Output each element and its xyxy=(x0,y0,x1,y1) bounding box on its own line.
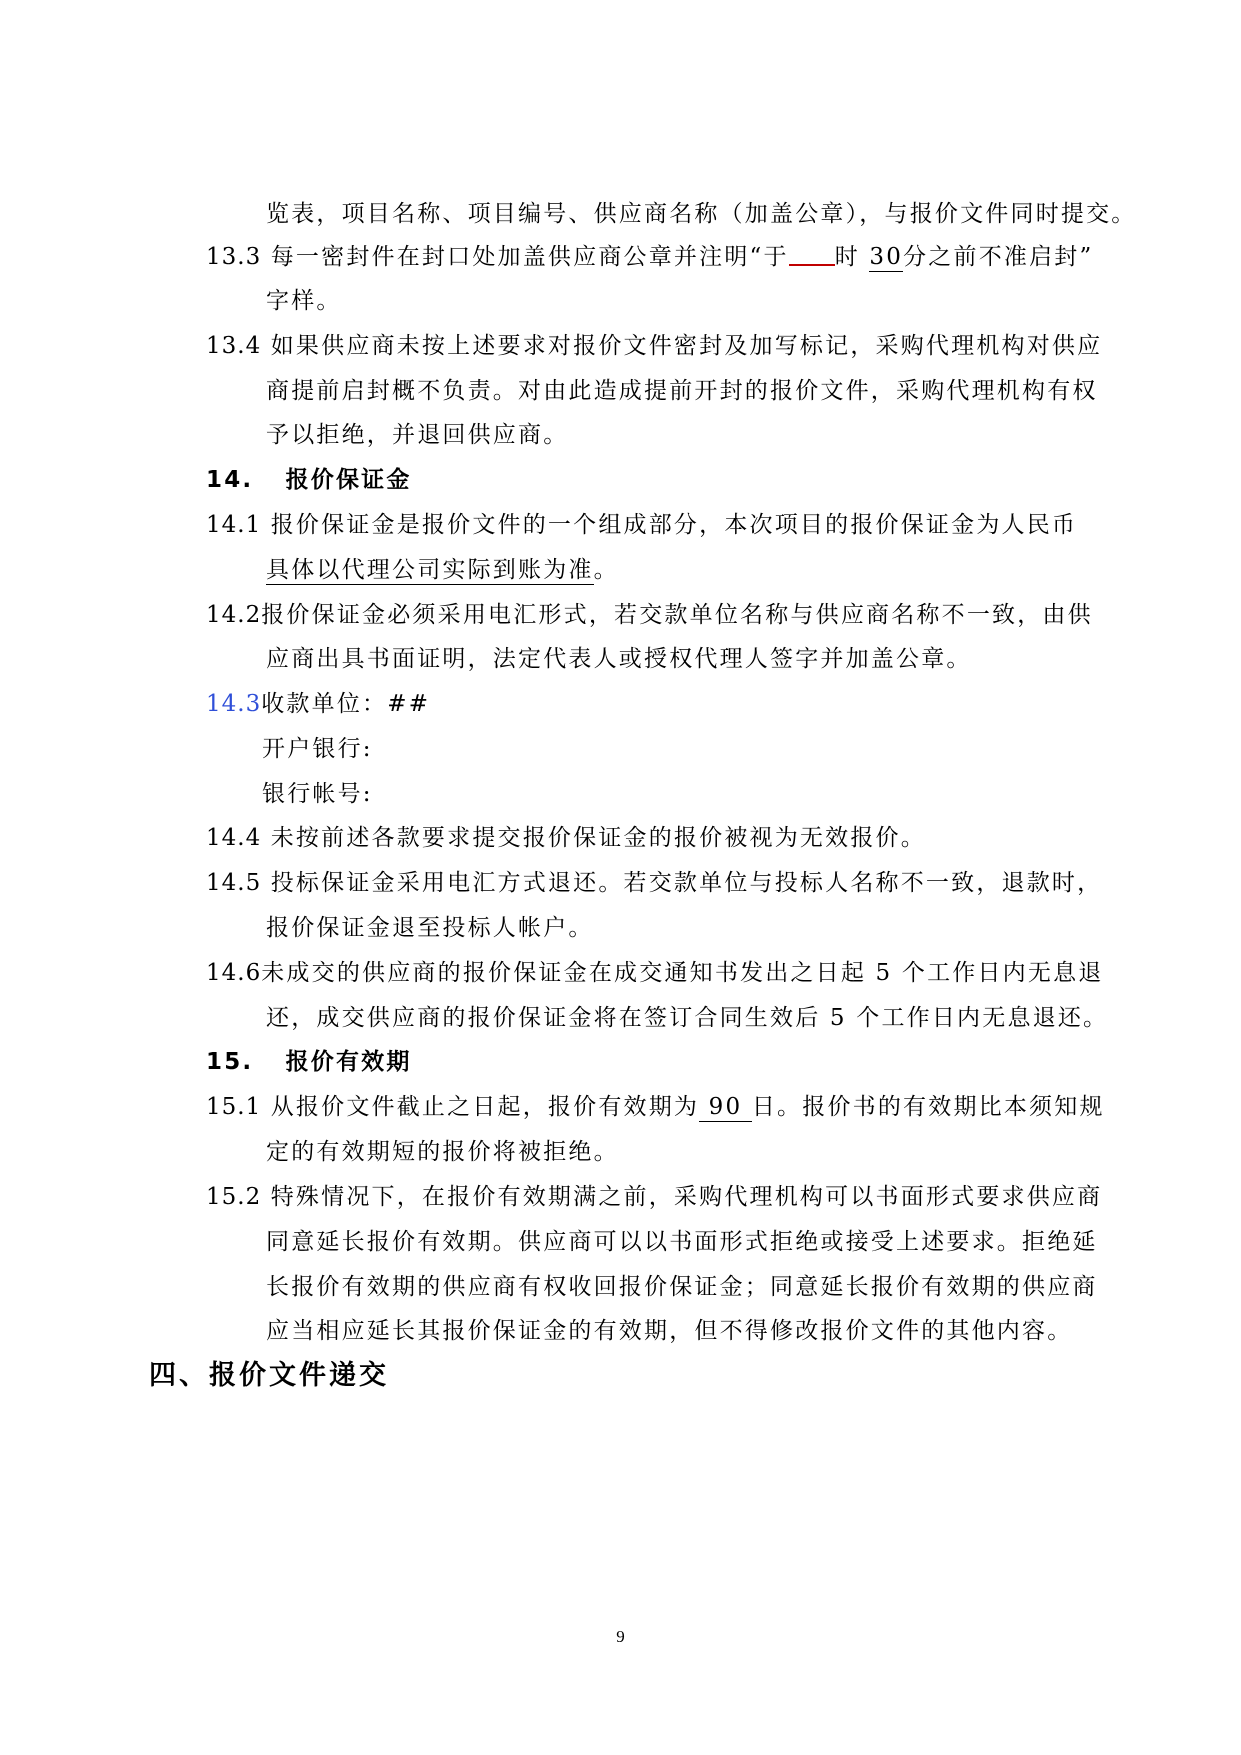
clause-14-5 xyxy=(206,868,1102,898)
text-line xyxy=(266,1003,1108,1033)
text-span: 日。报价书的有效期比本须知规 xyxy=(751,1094,1105,1120)
text-span: 报价保证金退至投标人帐户。 xyxy=(266,915,594,941)
clause-14-3 xyxy=(206,689,430,719)
text-span: 。 xyxy=(593,557,619,583)
clause-number: 13.4 xyxy=(206,333,262,359)
text-span: 览表，项目名称、项目编号、供应商名称（加盖公章），与报价文件同时提交。 xyxy=(266,201,1137,227)
heading-number: 15. xyxy=(206,1049,254,1075)
text-line xyxy=(262,734,373,764)
blank-underline xyxy=(789,242,835,266)
clause-14-4 xyxy=(206,823,926,853)
text-line xyxy=(266,376,1098,406)
clause-number: 13.3 xyxy=(206,244,262,270)
clause-14-1 xyxy=(206,510,1077,540)
text-span: 还，成交供应商的报价保证金将在签订合同生效后 5 个工作日内无息退还。 xyxy=(266,1005,1109,1031)
text-line xyxy=(266,1272,1098,1302)
text-span: 如果供应商未按上述要求对报价文件密封及加写标记，采购代理机构对供应 xyxy=(270,333,1103,359)
text-line xyxy=(266,555,619,585)
section-title: 四、报价文件递交 xyxy=(149,1360,389,1391)
underlined-value: 30 xyxy=(869,244,904,270)
text-line xyxy=(262,779,373,809)
text-span: 报价保证金必须采用电汇形式，若交款单位名称与供应商名称不一致，由供 xyxy=(261,602,1093,628)
underlined-value: 90 xyxy=(699,1094,752,1120)
clause-number: 14.4 xyxy=(206,825,262,851)
page-number: 9 xyxy=(616,1627,625,1646)
text-span: 予以拒绝，并退回供应商。 xyxy=(266,422,569,448)
text-span: 银行帐号: xyxy=(262,781,373,807)
text-line xyxy=(266,1316,1072,1346)
text-line xyxy=(266,913,594,943)
text-span: 特殊情况下，在报价有效期满之前，采购代理机构可以书面形式要求供应商 xyxy=(270,1184,1103,1210)
text-span: 每一密封件在封口处加盖供应商公章并注明“于 xyxy=(270,244,789,270)
clause-number: 15.1 xyxy=(206,1094,262,1120)
text-span: 商提前启封概不负责。对由此造成提前开封的报价文件，采购代理机构有权 xyxy=(266,378,1098,404)
clause-number: 14.1 xyxy=(206,512,262,538)
text-span: 收款单位：## xyxy=(261,691,431,717)
clause-number: 15.2 xyxy=(206,1184,262,1210)
text-line xyxy=(266,286,342,316)
text-line xyxy=(266,420,568,450)
text-span: 报价保证金是报价文件的一个组成部分，本次项目的报价保证金为人民币 xyxy=(270,512,1078,538)
text-line xyxy=(266,644,972,674)
heading-14 xyxy=(206,465,412,495)
clause-14-2 xyxy=(206,600,1093,630)
text-line xyxy=(266,1137,619,1167)
heading-text: 报价保证金 xyxy=(285,467,412,493)
text-span: 时 xyxy=(834,244,860,270)
text-span: 同意延长报价有效期。供应商可以以书面形式拒绝或接受上述要求。拒绝延 xyxy=(266,1229,1098,1255)
clause-14-6 xyxy=(206,958,1103,988)
text-line xyxy=(266,199,1137,229)
text-span: 长报价有效期的供应商有权收回报价保证金；同意延长报价有效期的供应商 xyxy=(266,1274,1098,1300)
clause-number: 14.5 xyxy=(206,870,262,896)
underlined-text: 具体以代理公司实际到账为准 xyxy=(266,557,594,583)
heading-text: 报价有效期 xyxy=(285,1049,412,1075)
clause-15-2 xyxy=(206,1182,1102,1212)
clause-number: 14.6 xyxy=(206,960,262,986)
section-heading xyxy=(149,1361,389,1391)
heading-15 xyxy=(206,1047,412,1077)
clause-number: 14.2 xyxy=(206,602,262,628)
text-span: 分之前不准启封” xyxy=(903,244,1094,270)
text-span: 投标保证金采用电汇方式退还。若交款单位与投标人名称不一致，退款时， xyxy=(270,870,1103,896)
clause-number-link: 14.3 xyxy=(206,691,262,717)
clause-13-4 xyxy=(206,331,1102,361)
clause-13-3 xyxy=(206,242,1093,272)
text-span: 应商出具书面证明，法定代表人或授权代理人签字并加盖公章。 xyxy=(266,646,972,672)
clause-15-1 xyxy=(206,1092,1105,1122)
text-line xyxy=(266,1227,1098,1257)
text-span: 定的有效期短的报价将被拒绝。 xyxy=(266,1139,619,1165)
text-span: 应当相应延长其报价保证金的有效期，但不得修改报价文件的其他内容。 xyxy=(266,1318,1073,1344)
heading-number: 14. xyxy=(206,467,254,493)
text-span: 开户银行: xyxy=(262,736,373,762)
text-span: 未成交的供应商的报价保证金在成交通知书发出之日起 5 个工作日内无息退 xyxy=(261,960,1104,986)
text-span: 字样。 xyxy=(266,288,342,314)
text-span: 未按前述各款要求提交报价保证金的报价被视为无效报价。 xyxy=(270,825,926,851)
text-span: 从报价文件截止之日起，报价有效期为 xyxy=(270,1094,700,1120)
